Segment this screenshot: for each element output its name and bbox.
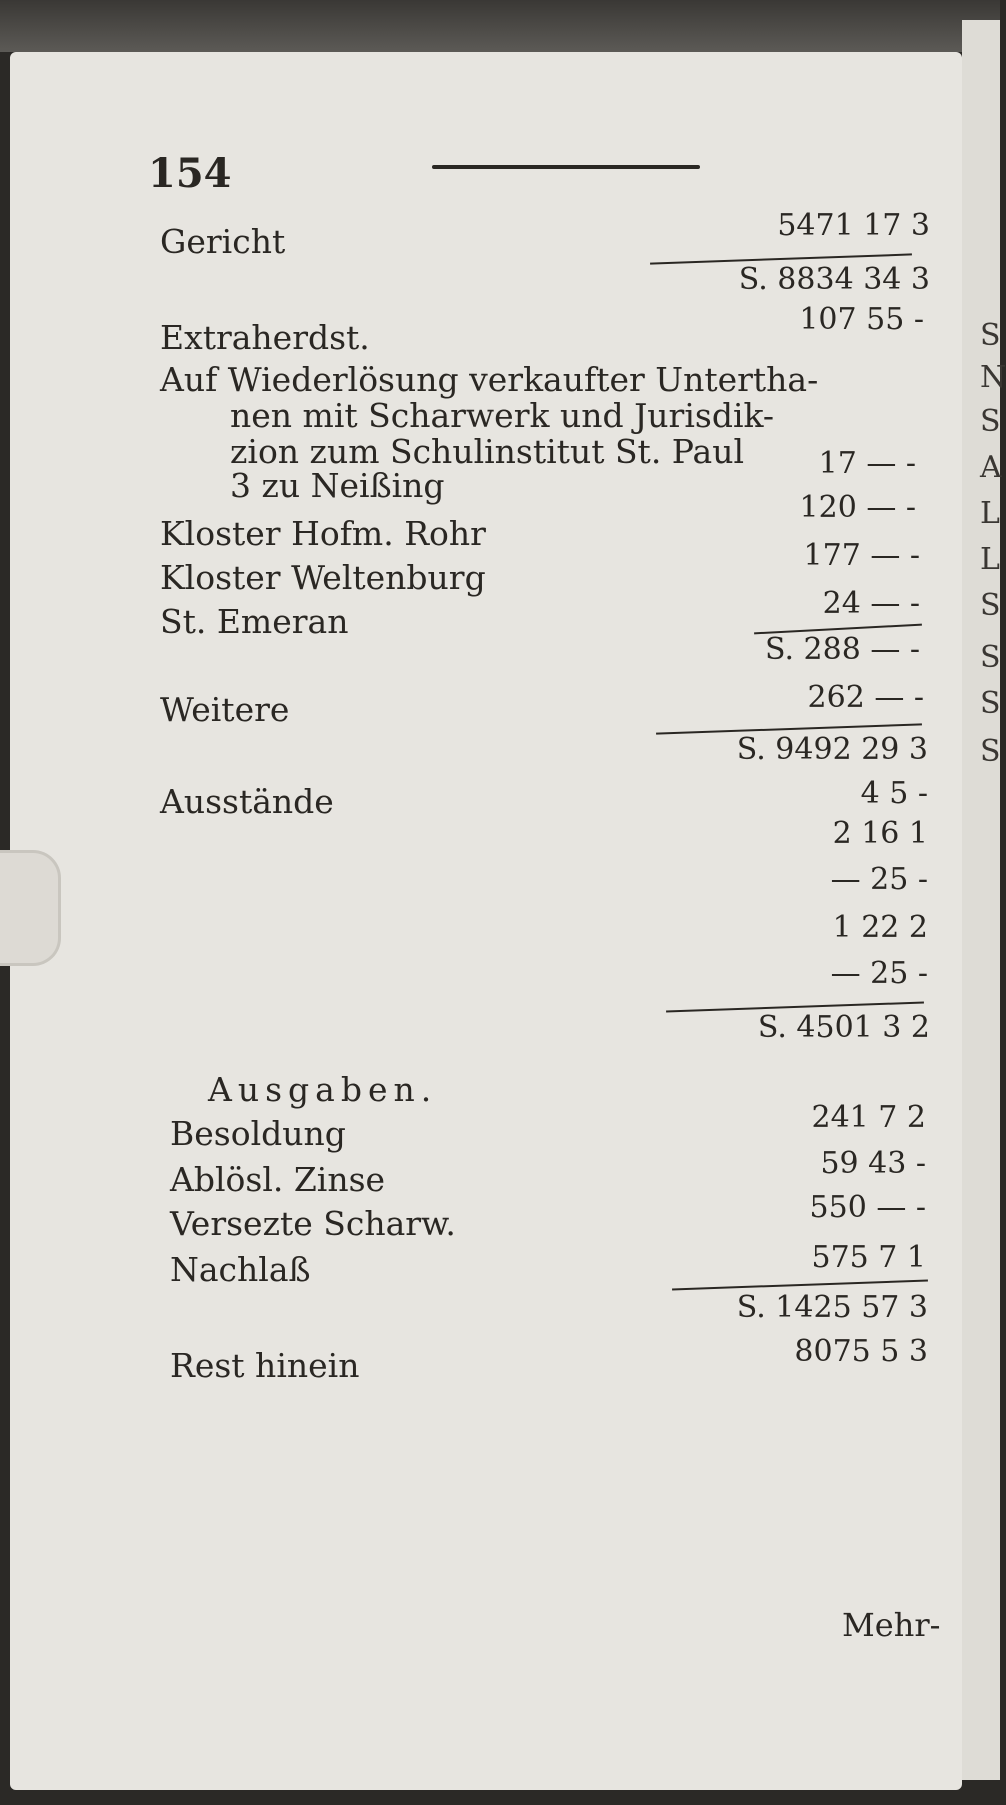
label-rest-hinein: Rest hinein xyxy=(170,1346,360,1385)
value-gericht: 5471 17 3 xyxy=(777,208,930,243)
value-ausstaende-1: 4 5 - xyxy=(860,776,928,811)
label-kloster-rohr: Kloster Hofm. Rohr xyxy=(160,514,486,553)
label-extraherdst: Extraherdst. xyxy=(160,318,370,357)
value-kloster-rohr: 120 — - xyxy=(799,490,916,525)
value-sum-4: S. 4501 3 2 xyxy=(757,1010,930,1045)
label-gericht: Gericht xyxy=(160,222,286,261)
label-wiederloesung-4: 3 zu Neißing xyxy=(230,466,445,505)
value-nachlass: 575 7 1 xyxy=(811,1240,926,1275)
page-number: 154 xyxy=(148,150,232,197)
value-versezte-scharw: 550 — - xyxy=(809,1190,926,1225)
catchword: Mehr- xyxy=(842,1606,941,1644)
value-sum-3: S. 9492 29 3 xyxy=(736,732,928,767)
label-abloesl-zinse: Ablösl. Zinse xyxy=(170,1160,386,1199)
label-st-emeran: St. Emeran xyxy=(160,602,349,641)
next-page-letter: S xyxy=(980,640,1001,675)
next-page-letter: S xyxy=(980,318,1001,353)
label-wiederloesung-2: nen mit Scharwerk und Jurisdik- xyxy=(230,396,775,435)
label-kloster-weltenburg: Kloster Weltenburg xyxy=(160,558,486,597)
value-kloster-weltenburg: 177 — - xyxy=(803,538,920,573)
label-versezte-scharw: Versezte Scharw. xyxy=(170,1204,456,1243)
value-rest-hinein: 8075 5 3 xyxy=(794,1334,928,1369)
value-st-emeran: 24 — - xyxy=(822,586,920,621)
label-nachlass: Nachlaß xyxy=(170,1250,311,1289)
next-page-letter: L xyxy=(980,542,1000,577)
label-ausstaende: Ausstände xyxy=(160,782,334,821)
label-besoldung: Besoldung xyxy=(170,1114,346,1153)
value-ausstaende-2: 2 16 1 xyxy=(832,816,928,851)
next-page-letter: A xyxy=(980,450,1002,485)
label-wiederloesung-3: zion zum Schulinstitut St. Paul xyxy=(230,432,744,471)
next-page-letter: S xyxy=(980,588,1001,623)
value-extraherdst: 107 55 - xyxy=(799,302,924,337)
value-weitere: 262 — - xyxy=(807,680,924,715)
next-page-letter: N xyxy=(980,360,1006,395)
value-sum-2: S. 288 — - xyxy=(764,632,920,667)
label-wiederloesung-1: Auf Wiederlösung verkaufter Untertha- xyxy=(160,360,819,399)
section-heading-ausgaben: Ausgaben. xyxy=(208,1070,438,1109)
value-sum-1: S. 8834 34 3 xyxy=(738,262,930,297)
next-page-letter: S xyxy=(980,686,1001,721)
value-ausstaende-4: 1 22 2 xyxy=(832,910,928,945)
next-page-edge xyxy=(962,20,1000,1780)
value-sum-5: S. 1425 57 3 xyxy=(736,1290,928,1325)
label-weitere: Weitere xyxy=(160,690,290,729)
value-abloesl-zinse: 59 43 - xyxy=(820,1146,926,1181)
value-ausstaende-3: — 25 - xyxy=(830,862,928,897)
book-clasp xyxy=(0,850,61,966)
book-top-edge xyxy=(0,0,1000,52)
value-besoldung: 241 7 2 xyxy=(811,1100,926,1135)
next-page-letter: S xyxy=(980,734,1001,769)
value-neissing: 17 — - xyxy=(818,446,916,481)
value-ausstaende-5: — 25 - xyxy=(830,956,928,991)
next-page-letter: S xyxy=(980,404,1001,439)
next-page-letter: L xyxy=(980,496,1000,531)
header-ornament-rule xyxy=(432,165,700,169)
